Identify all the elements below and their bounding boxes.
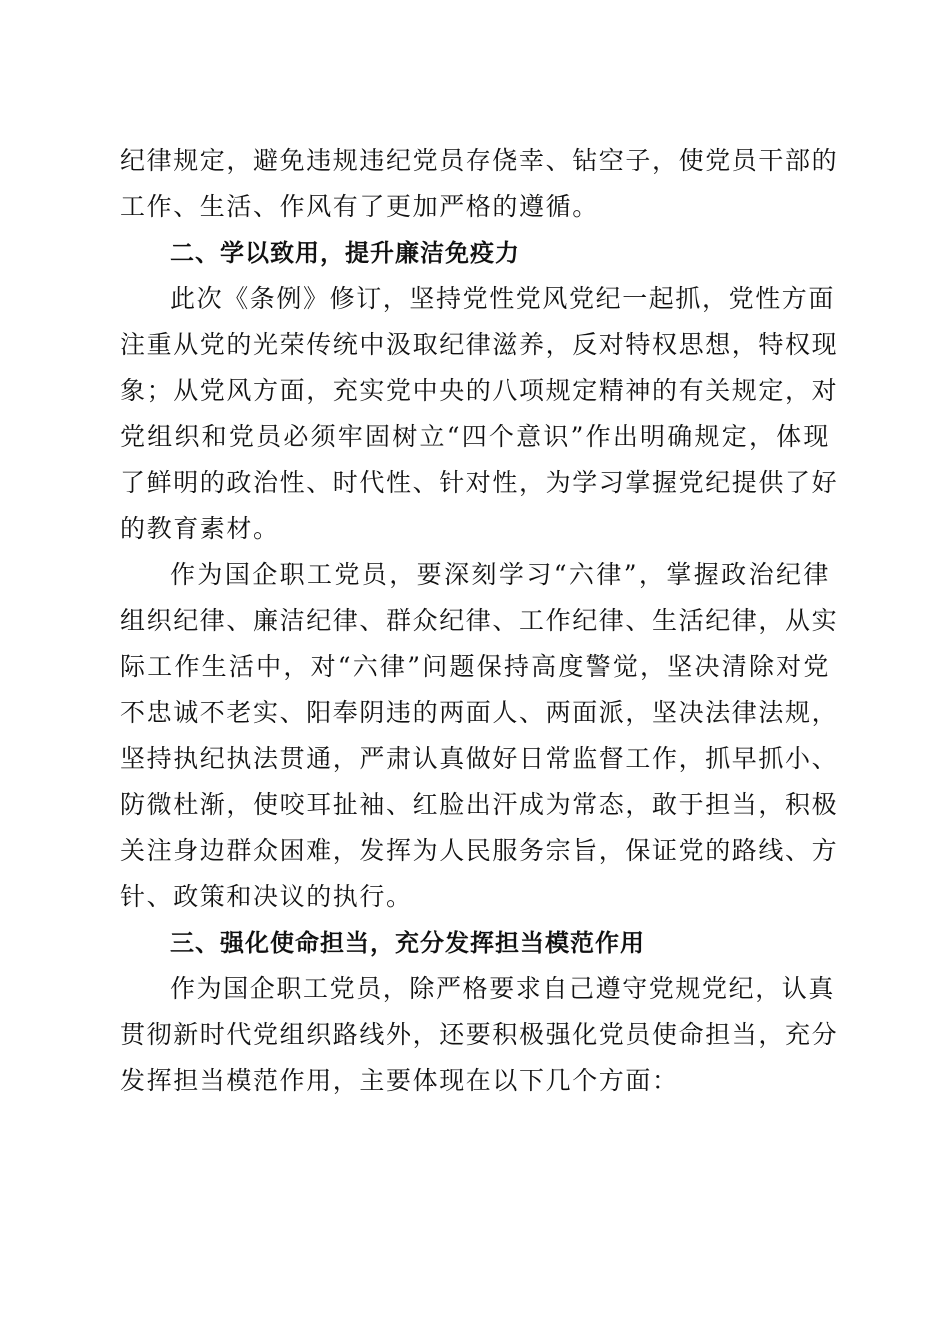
text-line: 坚持执纪执法贯通，严肃认真做好日常监督工作，抓早抓小、: [120, 744, 839, 773]
text-line: 组织纪律、廉洁纪律、群众纪律、工作纪律、生活纪律，从实: [120, 606, 839, 635]
text-line: 贯彻新时代党组织路线外，还要积极强化党员使命担当，充分: [120, 1020, 839, 1049]
text-line: 党组织和党员必须牢固树立“四个意识”作出明确规定，体现: [120, 422, 830, 451]
section-heading-2: 二、学以致用，提升廉洁免疫力: [170, 239, 520, 267]
text-line: 作为国企职工党员，要深刻学习“六律”，掌握政治纪律: [170, 560, 830, 589]
section-heading-3: 三、强化使命担当，充分发挥担当模范作用: [170, 929, 645, 957]
text-line: 针、政策和决议的执行。: [120, 882, 413, 911]
text-line: 纪律规定，避免违规违纪党员存侥幸、钻空子，使党员干部的: [120, 146, 839, 175]
document-body: [120, 138, 839, 1104]
text-line: 发挥担当模范作用，主要体现在以下几个方面：: [120, 1066, 679, 1095]
text-line: 此次《条例》修订，坚持党性党风党纪一起抓，党性方面: [170, 284, 836, 313]
text-line: 际工作生活中，对“六律”问题保持高度警觉，坚决清除对党: [120, 652, 830, 681]
text-line: 工作、生活、作风有了更加严格的遵循。: [120, 192, 599, 221]
text-line: 象；从党风方面，充实党中央的八项规定精神的有关规定，对: [120, 376, 839, 405]
paragraph-continuation: [120, 138, 839, 230]
text-line: 作为国企职工党员，除严格要求自己遵守党规党纪，认真: [170, 974, 836, 1003]
text-line: 的教育素材。: [120, 514, 280, 543]
text-line: 不忠诚不老实、阳奉阴违的两面人、两面派，坚决法律法规，: [120, 698, 839, 727]
paragraph-mission: [120, 966, 839, 1104]
text-line: 防微杜渐，使咬耳扯袖、红脸出汗成为常态，敢于担当，积极: [120, 790, 839, 819]
text-line: 了鲜明的政治性、时代性、针对性，为学习掌握党纪提供了好: [120, 468, 839, 497]
paragraph-regulation-revision: [120, 276, 839, 552]
text-line: 注重从党的光荣传统中汲取纪律滋养，反对特权思想，特权现: [120, 330, 839, 359]
paragraph-six-disciplines: [120, 552, 839, 920]
text-line: 关注身边群众困难，发挥为人民服务宗旨，保证党的路线、方: [120, 836, 839, 865]
